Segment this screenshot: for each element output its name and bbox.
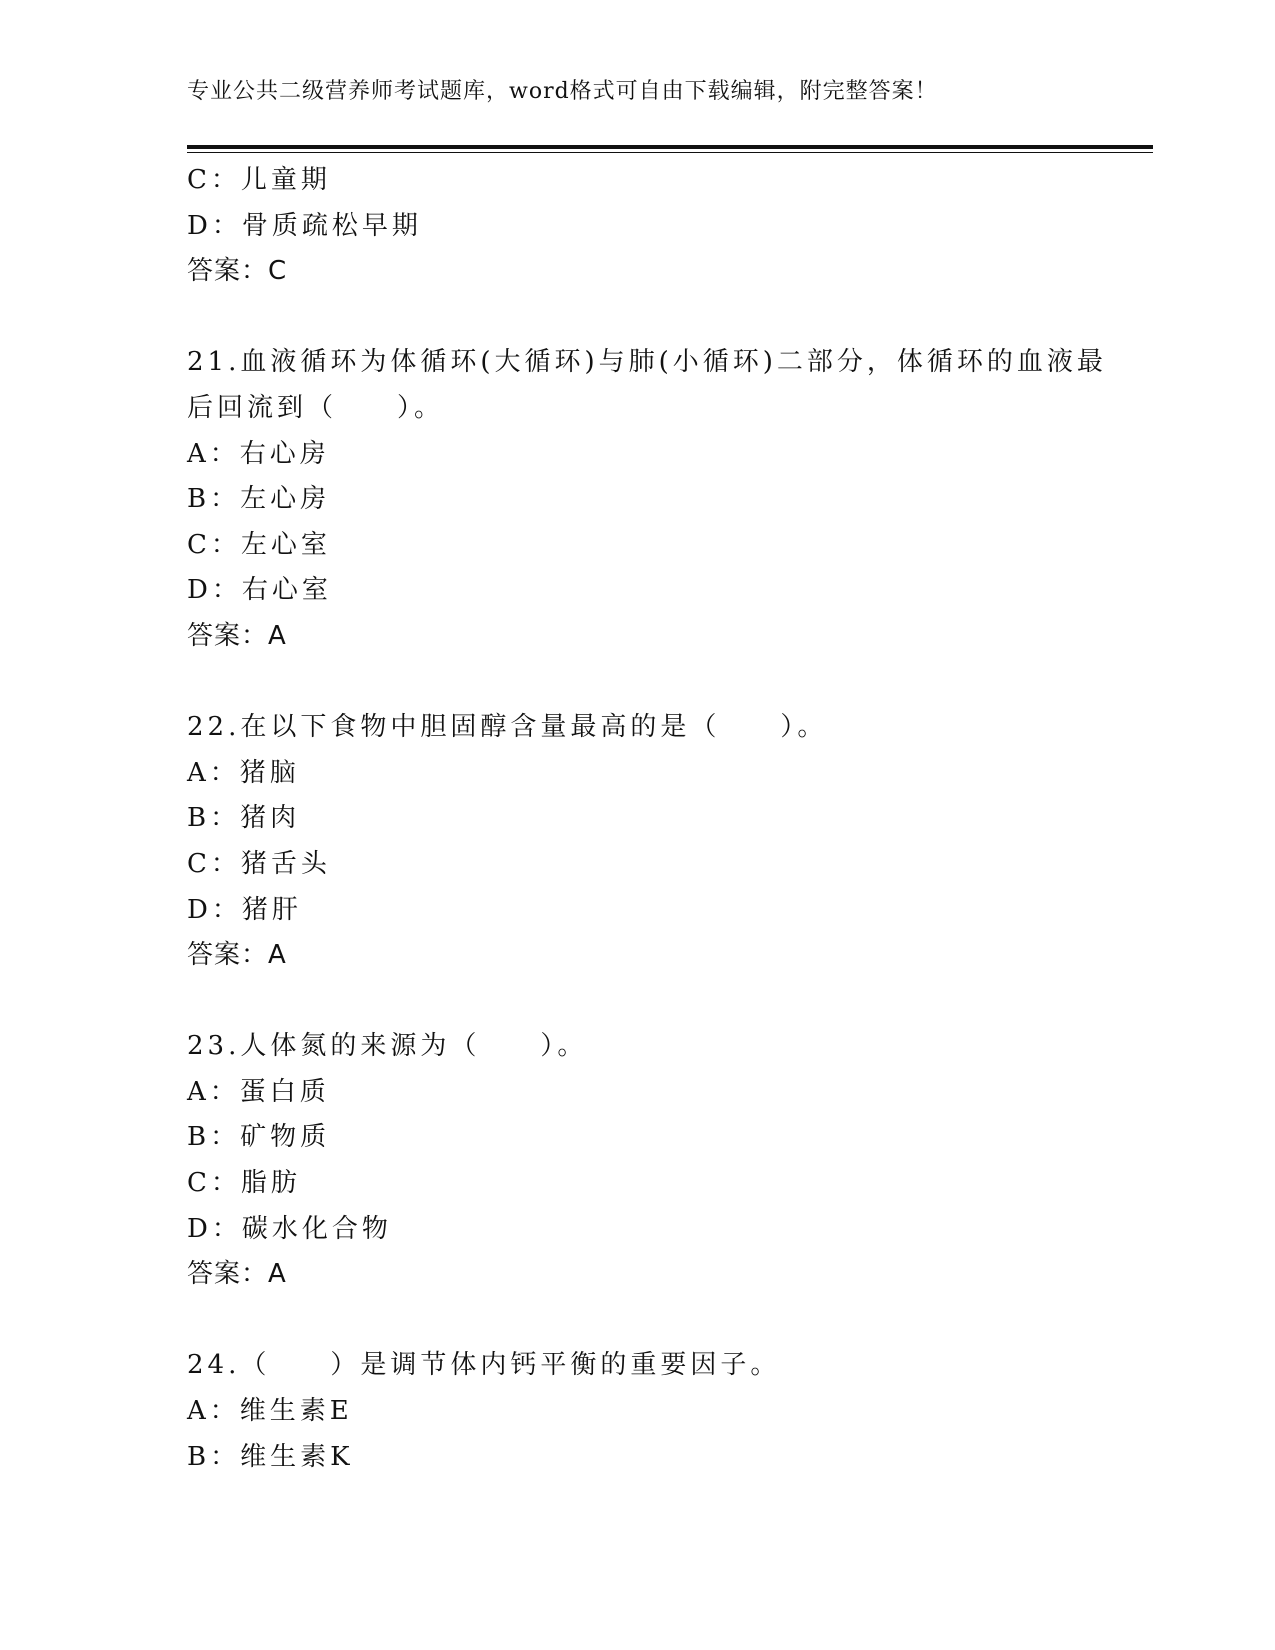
answer-line: 答案：A xyxy=(187,940,287,971)
option-line: A：猪脑 xyxy=(187,757,300,788)
spacer xyxy=(187,1298,1153,1344)
question-stem: 23.人体氮的来源为（ ）。 xyxy=(187,1031,588,1062)
question-block-23 xyxy=(187,1024,1153,1298)
spacer xyxy=(187,979,1153,1025)
question-stem: 后回流到（ ）。 xyxy=(187,392,445,423)
option-line: C：左心室 xyxy=(187,529,331,560)
option-line: D：骨质疏松早期 xyxy=(187,210,422,241)
option-line: B：维生素K xyxy=(187,1441,354,1472)
option-line: B：左心房 xyxy=(187,484,331,515)
question-stem: 24.（ ）是调节体内钙平衡的重要因子。 xyxy=(187,1350,781,1381)
answer-line: 答案：A xyxy=(187,1259,287,1290)
option-line: C：儿童期 xyxy=(187,165,331,195)
option-line: B：矿物质 xyxy=(187,1122,331,1153)
question-block-22 xyxy=(187,705,1153,979)
option-line: C：猪舌头 xyxy=(187,848,331,879)
option-line: D：碳水化合物 xyxy=(187,1213,392,1244)
spacer xyxy=(187,660,1153,706)
question-block-20 xyxy=(187,158,1153,295)
header-rule-thick xyxy=(187,145,1153,149)
question-block-24 xyxy=(187,1343,1153,1480)
option-line: A：蛋白质 xyxy=(187,1076,330,1107)
question-stem: 21.血液循环为体循环(大循环)与肺(小循环)二部分，体循环的血液最 xyxy=(187,347,1107,378)
question-stem: 22.在以下食物中胆固醇含量最高的是（ ）。 xyxy=(187,712,828,743)
question-list xyxy=(187,158,1153,1480)
option-line: A：维生素E xyxy=(187,1396,353,1427)
document-header: 专业公共二级营养师考试题库，word格式可自由下载编辑，附完整答案！ xyxy=(187,79,938,104)
answer-line: 答案：A xyxy=(187,620,287,651)
option-line: B：猪肉 xyxy=(187,803,301,834)
question-block-21 xyxy=(187,340,1153,659)
option-line: C：脂肪 xyxy=(187,1168,301,1199)
answer-line: 答案：C xyxy=(187,256,288,287)
spacer xyxy=(187,295,1153,341)
option-line: D：猪肝 xyxy=(187,894,302,925)
header-rule-thin xyxy=(187,152,1153,153)
option-line: D：右心室 xyxy=(187,575,332,606)
option-line: A：右心房 xyxy=(187,438,330,469)
